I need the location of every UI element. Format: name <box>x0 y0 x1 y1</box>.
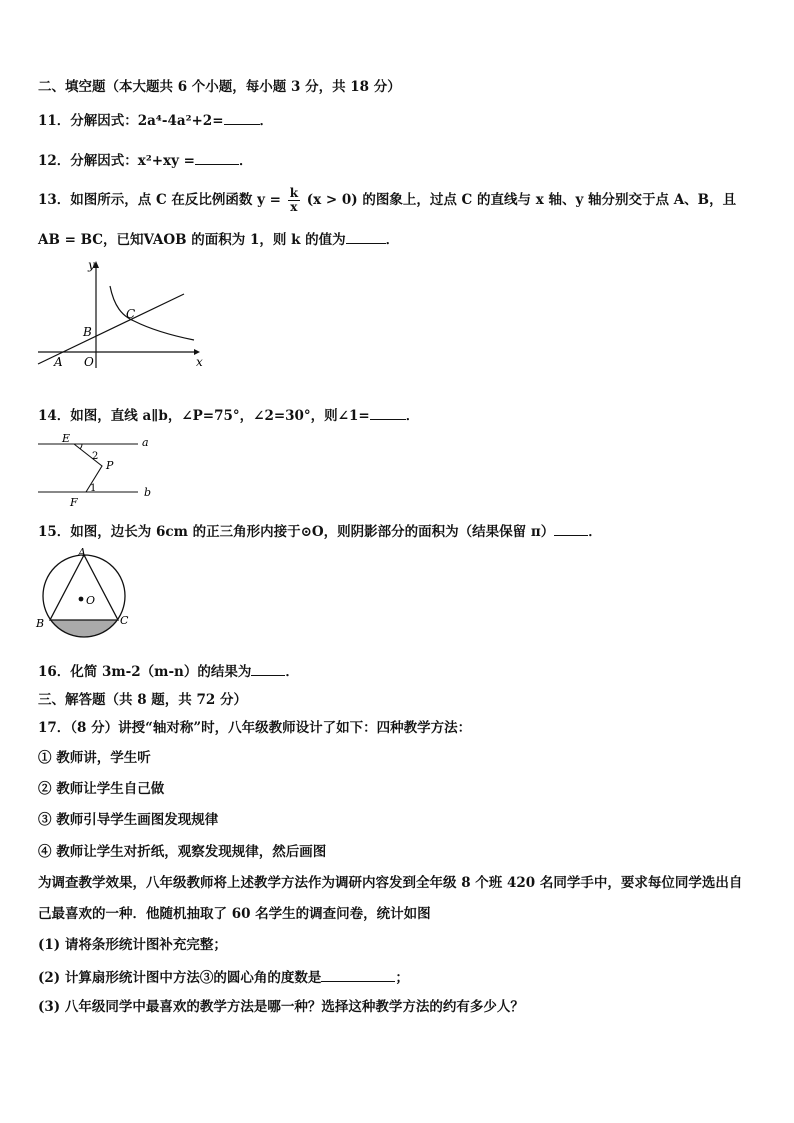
question-17-para1: 为调查教学效果，八年级教师将上述教学方法作为调研内容发到全年级 8 个班 420 名同学手中，要求每位同学选出自 <box>38 875 743 891</box>
point-b-label: B <box>83 325 92 339</box>
question-17-sub2-text: (2) 计算扇形统计图中方法③的圆心角的度数是 <box>38 970 322 986</box>
figure-inscribed-triangle <box>34 544 134 644</box>
question-13-text-b: (x > 0) 的图象上，过点 C 的直线与 x 轴、y 轴分别交于点 A、B，且 <box>306 192 737 208</box>
question-12 <box>38 150 252 170</box>
figure-inverse-function <box>34 256 214 374</box>
question-13-end: ． <box>385 232 400 248</box>
question-17-sub1: (1) 请将条形统计图补充完整； <box>38 937 227 953</box>
method-1: ① 教师讲，学生听 <box>38 750 151 766</box>
question-13-line2 <box>38 229 399 249</box>
label-f: F <box>70 496 78 509</box>
point-a-label: A <box>54 355 63 369</box>
label-p: P <box>106 459 114 472</box>
question-11-end: ． <box>259 113 274 129</box>
method-2: ② 教师让学生自己做 <box>38 781 165 797</box>
label-o: O <box>86 594 96 607</box>
question-17-sub3: (3) 八年级同学中最喜欢的教学方法是哪一种？选择这种教学方法的约有多少人？ <box>38 999 524 1015</box>
method-3: ③ 教师引导学生画图发现规律 <box>38 812 219 828</box>
answer-blank-17-2[interactable] <box>321 967 395 982</box>
label-b: b <box>144 486 152 499</box>
label-angle-2: 2 <box>92 451 99 462</box>
method-4: ④ 教师让学生对折纸，观察发现规律，然后画图 <box>38 844 327 860</box>
answer-blank-15[interactable] <box>554 521 588 536</box>
label-b: B <box>36 617 45 630</box>
label-angle-1: 1 <box>90 483 97 494</box>
label-e: E <box>62 432 71 445</box>
label-a: a <box>142 436 149 449</box>
question-11-text: 11．分解因式：2a⁴-4a²+2= <box>38 113 224 129</box>
question-15-text: 15．如图，边长为 6cm 的正三角形内接于⊙O，则阴影部分的面积为（结果保留 π） <box>38 524 555 540</box>
figure-parallel-lines <box>34 430 156 510</box>
question-15-end: ． <box>588 524 602 540</box>
center-dot-icon <box>79 597 84 602</box>
angle-arc <box>80 444 82 449</box>
fraction-numerator: k <box>289 186 299 200</box>
question-13-line1 <box>38 186 736 214</box>
label-c: C <box>120 614 129 627</box>
answer-blank-11[interactable] <box>224 110 260 125</box>
hyperbola-curve <box>110 286 194 340</box>
question-14 <box>38 405 419 425</box>
section-heading-solve: 三、解答题（共 8 题，共 72 分） <box>38 692 247 708</box>
origin-label: O <box>84 355 94 369</box>
question-16-end: ． <box>285 664 299 680</box>
answer-blank-14[interactable] <box>370 405 406 420</box>
line-through-c <box>38 294 184 364</box>
question-17-sub2 <box>38 967 409 987</box>
question-12-text: 12．分解因式：x²+xy = <box>38 153 195 169</box>
answer-blank-12[interactable] <box>195 150 239 165</box>
fraction-denominator: x <box>290 200 298 214</box>
section-heading-fill-in: 二、填空题（本大题共 6 个小题，每小题 3 分，共 18 分） <box>38 79 401 95</box>
question-17-intro: 17．（8 分）讲授“轴对称”时，八年级教师设计了如下：四种教学方法： <box>38 720 472 736</box>
question-14-end: ． <box>405 408 420 424</box>
question-17-sub2-end: ； <box>395 970 409 986</box>
question-12-end: ． <box>238 153 253 169</box>
fraction-k-over-x <box>288 187 300 214</box>
question-15 <box>38 521 602 541</box>
answer-blank-13[interactable] <box>346 229 386 244</box>
equilateral-triangle <box>50 555 118 620</box>
question-13-line2-text: AB = BC，已知VAOB 的面积为 1，则 k 的值为 <box>38 232 346 248</box>
x-label: x <box>196 355 203 369</box>
y-label: y <box>88 258 95 272</box>
label-a: A <box>78 546 86 559</box>
point-c-label: C <box>126 307 136 321</box>
answer-blank-16[interactable] <box>251 661 285 676</box>
question-14-text: 14．如图，直线 a∥b，∠P=75°，∠2=30°，则∠1= <box>38 408 370 424</box>
question-13-text-a: 13．如图所示，点 C 在反比例函数 y = <box>38 192 281 208</box>
question-16-text: 16．化简 3m-2（m-n）的结果为 <box>38 664 252 680</box>
question-11 <box>38 110 273 130</box>
question-16 <box>38 661 299 681</box>
question-17-para2: 己最喜欢的一种．他随机抽取了 60 名学生的调查问卷，统计如图 <box>38 906 431 922</box>
